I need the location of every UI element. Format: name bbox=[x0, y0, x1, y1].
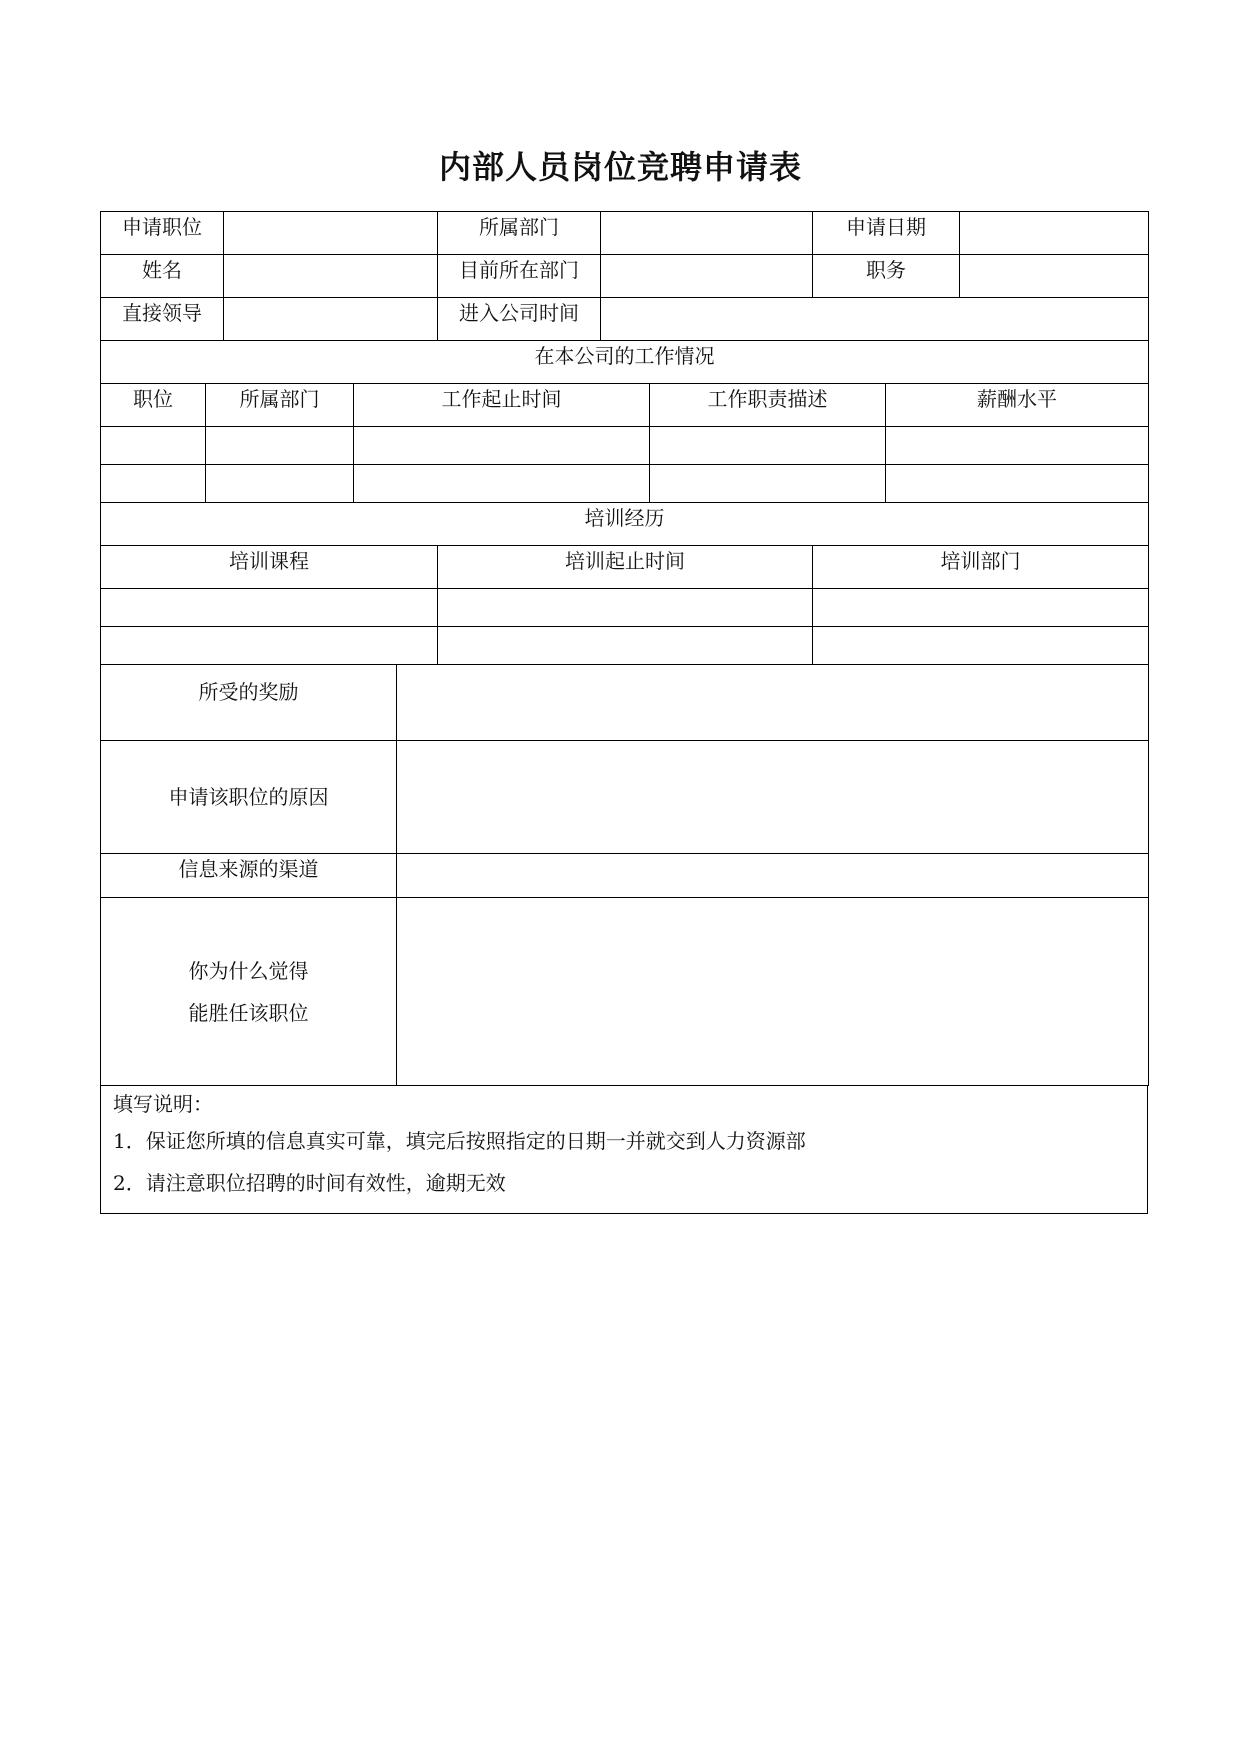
work-header: 工作职责描述 bbox=[650, 384, 886, 427]
training-cell[interactable] bbox=[813, 627, 1149, 665]
label-apply-position: 申请职位 bbox=[101, 212, 224, 255]
field-rewards[interactable] bbox=[397, 665, 1149, 741]
work-cell[interactable] bbox=[101, 427, 206, 465]
label-department: 所属部门 bbox=[438, 212, 601, 255]
why-line: 你为什么觉得 bbox=[188, 958, 309, 983]
work-cell[interactable] bbox=[354, 427, 650, 465]
work-cell[interactable] bbox=[650, 465, 886, 503]
training-row bbox=[101, 627, 1149, 665]
label-apply-date: 申请日期 bbox=[813, 212, 960, 255]
work-cell[interactable] bbox=[886, 427, 1149, 465]
training-header: 培训课程 bbox=[101, 546, 438, 589]
work-cell[interactable] bbox=[354, 465, 650, 503]
work-cell[interactable] bbox=[650, 427, 886, 465]
work-table bbox=[100, 340, 1149, 503]
notes-table bbox=[100, 1085, 1148, 1214]
field-why-qualified[interactable] bbox=[397, 898, 1149, 1086]
why-line: 能胜任该职位 bbox=[188, 1000, 309, 1025]
training-cell[interactable] bbox=[101, 589, 438, 627]
work-cell[interactable] bbox=[886, 465, 1149, 503]
work-cell[interactable] bbox=[206, 465, 354, 503]
training-header: 培训部门 bbox=[813, 546, 1149, 589]
training-cell[interactable] bbox=[438, 589, 813, 627]
work-header: 工作起止时间 bbox=[354, 384, 650, 427]
label-info-source: 信息来源的渠道 bbox=[101, 854, 397, 898]
training-header: 培训起止时间 bbox=[438, 546, 813, 589]
work-header: 所属部门 bbox=[206, 384, 354, 427]
label-name: 姓名 bbox=[101, 255, 224, 298]
field-reason[interactable] bbox=[397, 741, 1149, 854]
statement-table bbox=[100, 664, 1149, 1086]
field-name[interactable] bbox=[224, 255, 438, 298]
label-why-qualified bbox=[101, 898, 397, 1086]
work-section-heading: 在本公司的工作情况 bbox=[101, 341, 1149, 384]
label-duty: 职务 bbox=[813, 255, 960, 298]
training-row bbox=[101, 589, 1149, 627]
notes-item: 1．保证您所填的信息真实可靠，填完后按照指定的日期一并就交到人力资源部 bbox=[113, 1129, 806, 1153]
basic-info-table bbox=[100, 211, 1149, 341]
label-rewards: 所受的奖励 bbox=[101, 665, 397, 741]
field-duty[interactable] bbox=[960, 255, 1149, 298]
label-direct-leader: 直接领导 bbox=[101, 298, 224, 341]
training-cell[interactable] bbox=[813, 589, 1149, 627]
work-header: 薪酬水平 bbox=[886, 384, 1149, 427]
work-cell[interactable] bbox=[206, 427, 354, 465]
training-section-heading: 培训经历 bbox=[101, 503, 1149, 546]
work-header: 职位 bbox=[101, 384, 206, 427]
field-direct-leader[interactable] bbox=[224, 298, 438, 341]
training-cell[interactable] bbox=[101, 627, 438, 665]
notes-heading: 填写说明： bbox=[113, 1092, 213, 1116]
field-join-time[interactable] bbox=[601, 298, 1149, 341]
form-title: 内部人员岗位竞聘申请表 bbox=[438, 148, 802, 186]
training-table bbox=[100, 502, 1149, 665]
label-join-time: 进入公司时间 bbox=[438, 298, 601, 341]
work-row bbox=[101, 427, 1149, 465]
field-apply-date[interactable] bbox=[960, 212, 1149, 255]
training-cell[interactable] bbox=[438, 627, 813, 665]
application-form bbox=[100, 211, 1148, 1214]
notes-cell bbox=[101, 1086, 1148, 1214]
label-reason: 申请该职位的原因 bbox=[101, 741, 397, 854]
work-cell[interactable] bbox=[101, 465, 206, 503]
field-apply-position[interactable] bbox=[224, 212, 438, 255]
field-current-department[interactable] bbox=[601, 255, 813, 298]
work-row bbox=[101, 465, 1149, 503]
label-current-department: 目前所在部门 bbox=[438, 255, 601, 298]
field-info-source[interactable] bbox=[397, 854, 1149, 898]
field-department[interactable] bbox=[601, 212, 813, 255]
notes-item: 2．请注意职位招聘的时间有效性，逾期无效 bbox=[113, 1171, 506, 1195]
